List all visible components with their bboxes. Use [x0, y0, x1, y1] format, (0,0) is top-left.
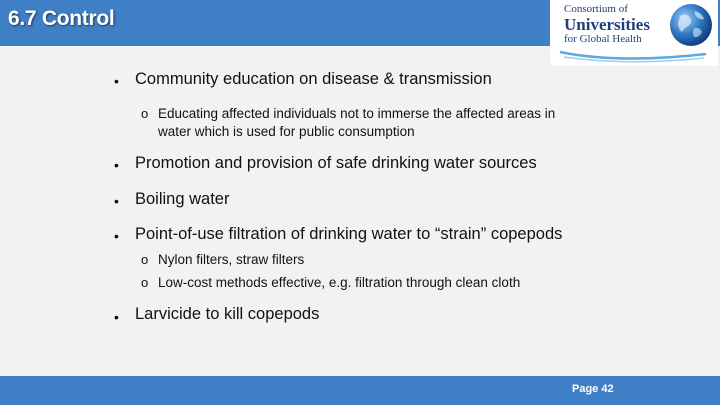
logo-line-3: for Global Health: [564, 33, 642, 45]
bullet-3: Boiling water: [135, 190, 230, 208]
bullet-marker: •: [114, 193, 119, 209]
bullet-2: Promotion and provision of safe drinking water sources: [135, 154, 537, 172]
sub-bullet-marker: o: [141, 252, 149, 267]
sub-bullet-marker: o: [141, 106, 149, 121]
sub-bullet-4-2: Low-cost methods effective, e.g. filtration through clean cloth: [158, 275, 521, 290]
bullet-1: Community education on disease & transmission: [135, 70, 492, 88]
logo-line-2: Universities: [564, 15, 650, 34]
bullet-marker: •: [114, 228, 119, 244]
globe-icon: [668, 2, 714, 48]
footer-bar: [0, 376, 720, 405]
bullet-4: Point-of-use filtration of drinking water to “strain” copepods: [135, 225, 563, 243]
bullet-marker: •: [114, 157, 119, 173]
swoosh-decoration: [558, 46, 708, 64]
sub-bullet-marker: o: [141, 275, 149, 290]
logo-line-1: Consortium of: [564, 3, 628, 15]
logo-text: [564, 4, 650, 45]
logo: [550, 0, 718, 66]
sub-bullet-1-1-line-2: water which is used for public consumption: [158, 124, 415, 139]
sub-bullet-1-1-line-1: Educating affected individuals not to immerse the affected areas in: [158, 106, 556, 121]
bullet-marker: •: [114, 73, 119, 89]
slide-title: 6.7 Control: [8, 7, 115, 30]
bullet-5: Larvicide to kill copepods: [135, 305, 320, 323]
bullet-marker: •: [114, 309, 119, 325]
page-number: Page 42: [572, 383, 614, 395]
sub-bullet-4-1: Nylon filters, straw filters: [158, 252, 305, 267]
